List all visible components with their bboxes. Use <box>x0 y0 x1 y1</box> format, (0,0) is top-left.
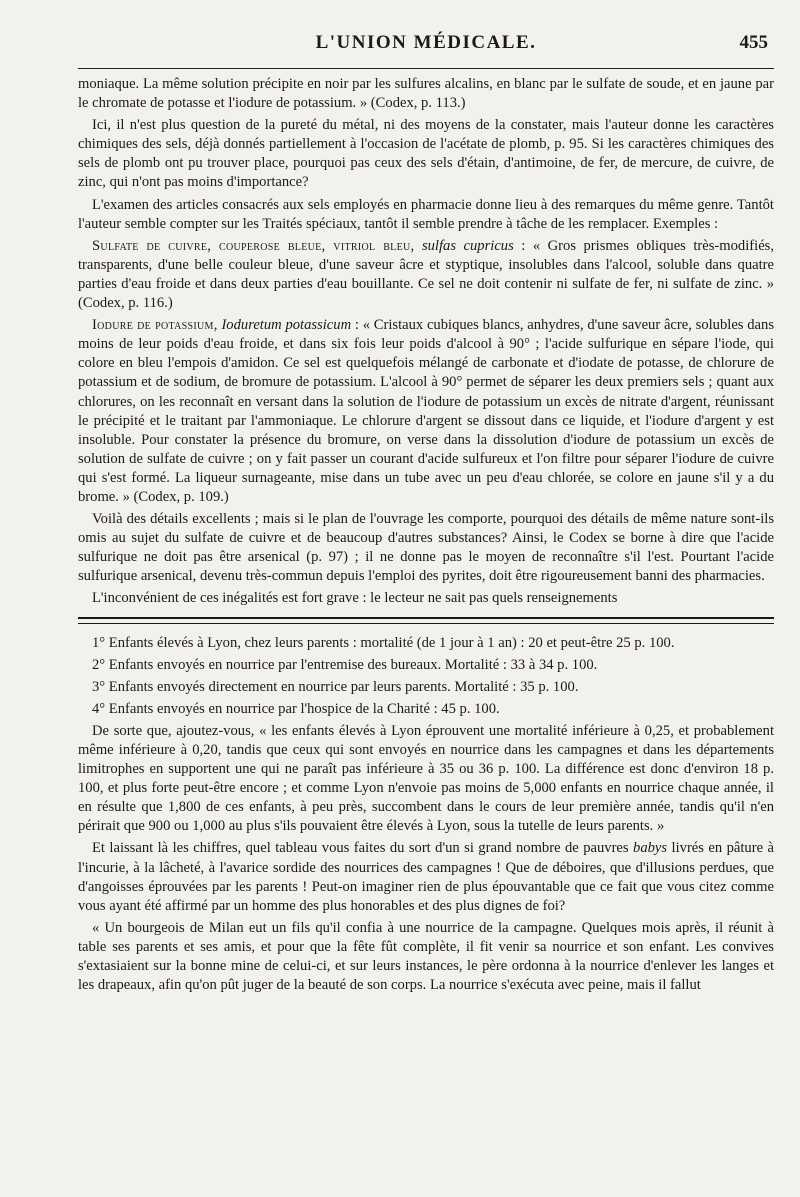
paragraph: « Un bourgeois de Milan eut un fils qu'il confia à une nourrice de la campagne. Quelques mois après, il réunit à table ses parents et ses amis, et pour que la fête fût complète, il fit venir sa nourrice et son enfant. Les convives s'extasiaient sur la bonne mine de celui-ci, et sur leurs instances, le père ordonna à la nourrice d'enlever les langes et les drapeaux, afin qu'on pût juger de la beauté de son corps. La nourrice s'exécuta avec peine, mais il fallut <box>78 919 774 994</box>
feuilleton-text <box>78 634 774 996</box>
paragraph <box>78 839 774 915</box>
paragraph: L'examen des articles consacrés aux sels employés en pharmacie donne lieu à des remarques du même genre. Tantôt l'auteur semble compter sur les Traités spéciaux, tantôt il semble prendre à tâche de les remplacer. Exemples : <box>78 196 774 232</box>
paragraph-iodure-de-potassium <box>78 316 774 507</box>
paragraph: De sorte que, ajoutez-vous, « les enfants élevés à Lyon éprouvent une mortalité inférieure à 0,25, et probablement même inférieure à 0,20, tandis que ceux qui sont envoyés en nourrice dans les campagnes et dans les départements limitrophes en supportent une qui ne paraît pas inférieure à 35 ou 36 p. 100. La différence est donc d'environ 18 p. 100, et plus forte peut-être encore ; et comme Lyon n'envoie pas moins de 5,000 enfants en nourrice chaque année, il en résulte que 1,800 de ces enfants, à peu près, succombent dans le cours de leur première année, tandis qu'il n'en périrait que 900 ou 1,000 au plus s'ils pouvaient être élevés à Lyon, sous la tutelle de leurs parents. » <box>78 722 774 835</box>
list-item: 3° Enfants envoyés directement en nourrice par leurs parents. Mortalité : 35 p. 100. <box>92 678 579 695</box>
entry-heading: Sulfate de cuivre, couperose bleue, vitriol bleu, <box>92 237 415 254</box>
entry-text: : « Gros prismes obliques très-modifiés, transparents, d'une belle couleur bleue, d'une saveur âcre et styptique, insolubles dans l'alcool, soluble dans quatre parties d'eau froide et dans deux parties d'eau bouillante. Ce sel ne doit contenir ni sulfate de fer, ni sulfate de zinc. » (Codex, p. 116.) <box>78 237 775 312</box>
text-run: Et laissant là les chiffres, quel tableau vous faites du sort d'un si grand nombre de pauvres <box>92 840 634 857</box>
paragraph: moniaque. La même solution précipite en noir par les sulfures alcalins, en blanc par le sulfate de soude, et en jaune par le chromate de potasse et l'iodure de potassium. » (Codex, p. 113.) <box>78 76 774 112</box>
page-number: 455 <box>739 32 768 53</box>
paragraph-sulfate-de-cuivre <box>78 237 774 313</box>
list-item: 4° Enfants envoyés en nourrice par l'hospice de la Charité : 45 p. 100. <box>92 700 500 717</box>
main-text <box>78 75 774 609</box>
italic-word: babys <box>633 840 668 857</box>
running-title: L'UNION MÉDICALE. <box>315 32 537 53</box>
page-header <box>78 28 774 58</box>
paragraph: L'inconvénient de ces inégalités est fort grave : le lecteur ne sait pas quels renseignements <box>92 590 618 607</box>
paragraph: Voilà des détails excellents ; mais si le plan de l'ouvrage les comporte, pourquoi des détails de même nature sont-ils omis au sujet du sulfate de cuivre et de beaucoup d'autres substances? Ainsi, le Codex se borne à dire que l'acide sulfurique ne doit pas être arsenical (p. 97) ; il ne donne pas le moyen de reconnaître s'il l'est. Pourtant l'acide sulfurique arsenical, devenu très-commun depuis l'emploi des pyrites, doit être rigoureusement banni des pharmacies. <box>78 511 774 585</box>
latin-name: Ioduretum potassicum <box>221 317 352 334</box>
entry-text: : « Cristaux cubiques blancs, anhydres, d'une saveur âcre, solubles dans moins de leur poids d'eau froide, et dans six fois leur poids d'alcool à 90° ; l'acide sulfurique en sépare l'iode, qui colore en bleu l'empois d'amidon. Ce sel est quelquefois mélangé de carbonate et d'iodate de potasse, de chlorure de potassium et de sodium, de bromure de potassium. L'alcool à 90° permet de séparer les deux premiers sels ; quant aux chlorures, on les reconnaît en versant dans la solution de l'iodure de potassium un excès de nitrate d'argent, réunissant le précipité et le traitant par l'ammoniaque. Le chlorure d'argent se dissout dans ce liquide, et l'iodure d'argent y est insoluble. Pour constater la présence du bromure, on verse dans la dissolution d'iodure de potassium un excès de solution de sulfate de cuivre ; on y fait passer un courant d'acide sulfureux et l'on filtre pour séparer l'iodure de cuivre qui s'est formé. La liqueur surnageante, mise dans un tube avec un peu d'eau chlorée, se colore en jaune s'il y a du brome. » (Codex, p. 109.) <box>78 317 774 505</box>
list-item: 1° Enfants élevés à Lyon, chez leurs parents : mortalité (de 1 jour à 1 an) : 20 et peut-être 25 p. 100. <box>92 634 675 651</box>
header-rule <box>78 68 774 69</box>
latin-name: sulfas cupricus <box>421 237 514 254</box>
list-item: 2° Enfants envoyés en nourrice par l'entremise des bureaux. Mortalité : 33 à 34 p. 100. <box>92 656 598 673</box>
section-divider <box>78 617 774 624</box>
text-run: livrés en pâture à l'incurie, à la lâcheté, à l'avarice sordide des nourrices des campagnes ! Que de déboires, que d'illusions perdues, que d'angoisses éprouvées par les parents ! Peut-on imaginer rien de plus épouvantable que ce fait que vous citez comme vous ayant été affirmé par un homme des plus honorables et des plus dignes de foi? <box>78 840 774 914</box>
entry-heading: Iodure de potassium, <box>92 317 218 334</box>
paragraph: Ici, il n'est plus question de la pureté du métal, ni des moyens de la constater, mais l'auteur donne les caractères chimiques des sels, déjà donnés partiellement à l'occasion de l'acétate de plomb, p. 95. Si les caractères chimiques des sels de plomb ont pu trouver place, pourquoi pas ceux des sels d'étain, d'antimoine, de fer, de mercure, de cuivre, de zinc, qui n'ont pas moins d'importance? <box>78 117 774 191</box>
